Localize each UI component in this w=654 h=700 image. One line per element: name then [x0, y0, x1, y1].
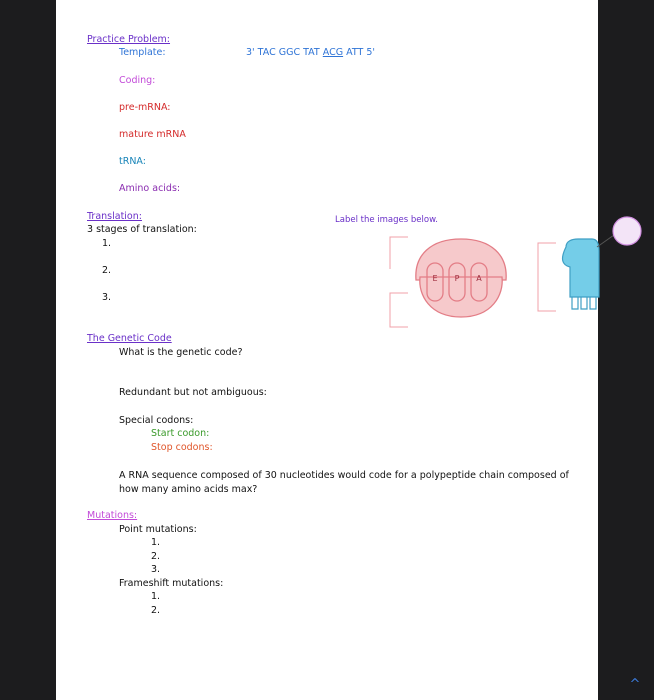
template-seq-underlined: ACG: [322, 47, 344, 58]
amino-acids-label: Amino acids:: [119, 183, 181, 194]
template-label: Template:: [119, 47, 166, 58]
frameshift-mutations-label: Frameshift mutations:: [119, 578, 224, 589]
trna-label-bracket: [538, 243, 556, 311]
point-mutations-label: Point mutations:: [119, 524, 197, 535]
translation-diagram: [386, 215, 646, 335]
document-page: [56, 0, 598, 700]
amino-acid-circle: [613, 217, 641, 245]
genetic-code-question: What is the genetic code?: [119, 347, 243, 358]
template-seq-post: ATT 5': [343, 47, 375, 58]
template-sequence: [246, 47, 375, 59]
frameshift-item-1: 1.: [151, 591, 161, 602]
p-site-label: P: [454, 274, 460, 283]
coding-label: Coding:: [119, 75, 156, 86]
translation-item-2: 2.: [102, 265, 112, 276]
stop-codons-label: Stop codons:: [151, 442, 213, 453]
translation-item-3: 3.: [102, 292, 112, 303]
start-codon-label: Start codon:: [151, 428, 210, 439]
mutations-heading: Mutations:: [87, 510, 138, 521]
polypeptide-question: A RNA sequence composed of 30 nucleotides would code for a polypeptide chain composed of how many amino acids max?: [119, 470, 569, 495]
ribosome-small-subunit: [420, 277, 502, 317]
point-item-1: 1.: [151, 537, 161, 548]
frameshift-item-2: 2.: [151, 605, 161, 616]
redundant-label: Redundant but not ambiguous:: [119, 387, 267, 398]
template-seq-pre: 3' TAC GGC TAT: [246, 47, 323, 58]
premrna-label: pre-mRNA:: [119, 102, 171, 113]
point-item-3: 3.: [151, 564, 161, 575]
ribosome-large-subunit: [416, 239, 506, 280]
trna-anticodon-teeth: [572, 297, 596, 309]
translation-heading: Translation:: [87, 211, 142, 222]
chevron-up-icon[interactable]: ^: [629, 677, 641, 692]
translation-item-1: 1.: [102, 238, 112, 249]
practice-heading: Practice Problem:: [87, 34, 171, 45]
trna-label: tRNA:: [119, 156, 146, 167]
amino-acid-pointer: [597, 235, 614, 247]
e-site-label: E: [432, 274, 438, 283]
special-codons-label: Special codons:: [119, 415, 194, 426]
a-site-label: A: [476, 274, 482, 283]
translation-subtitle: 3 stages of translation:: [87, 224, 197, 235]
point-item-2: 2.: [151, 551, 161, 562]
mature-mrna-label: mature mRNA: [119, 129, 186, 140]
trna-shape: [563, 239, 599, 297]
diagram-caption: Label the images below.: [335, 215, 438, 225]
genetic-code-heading: The Genetic Code: [87, 333, 172, 344]
ribosome-label-brackets: [390, 237, 408, 327]
